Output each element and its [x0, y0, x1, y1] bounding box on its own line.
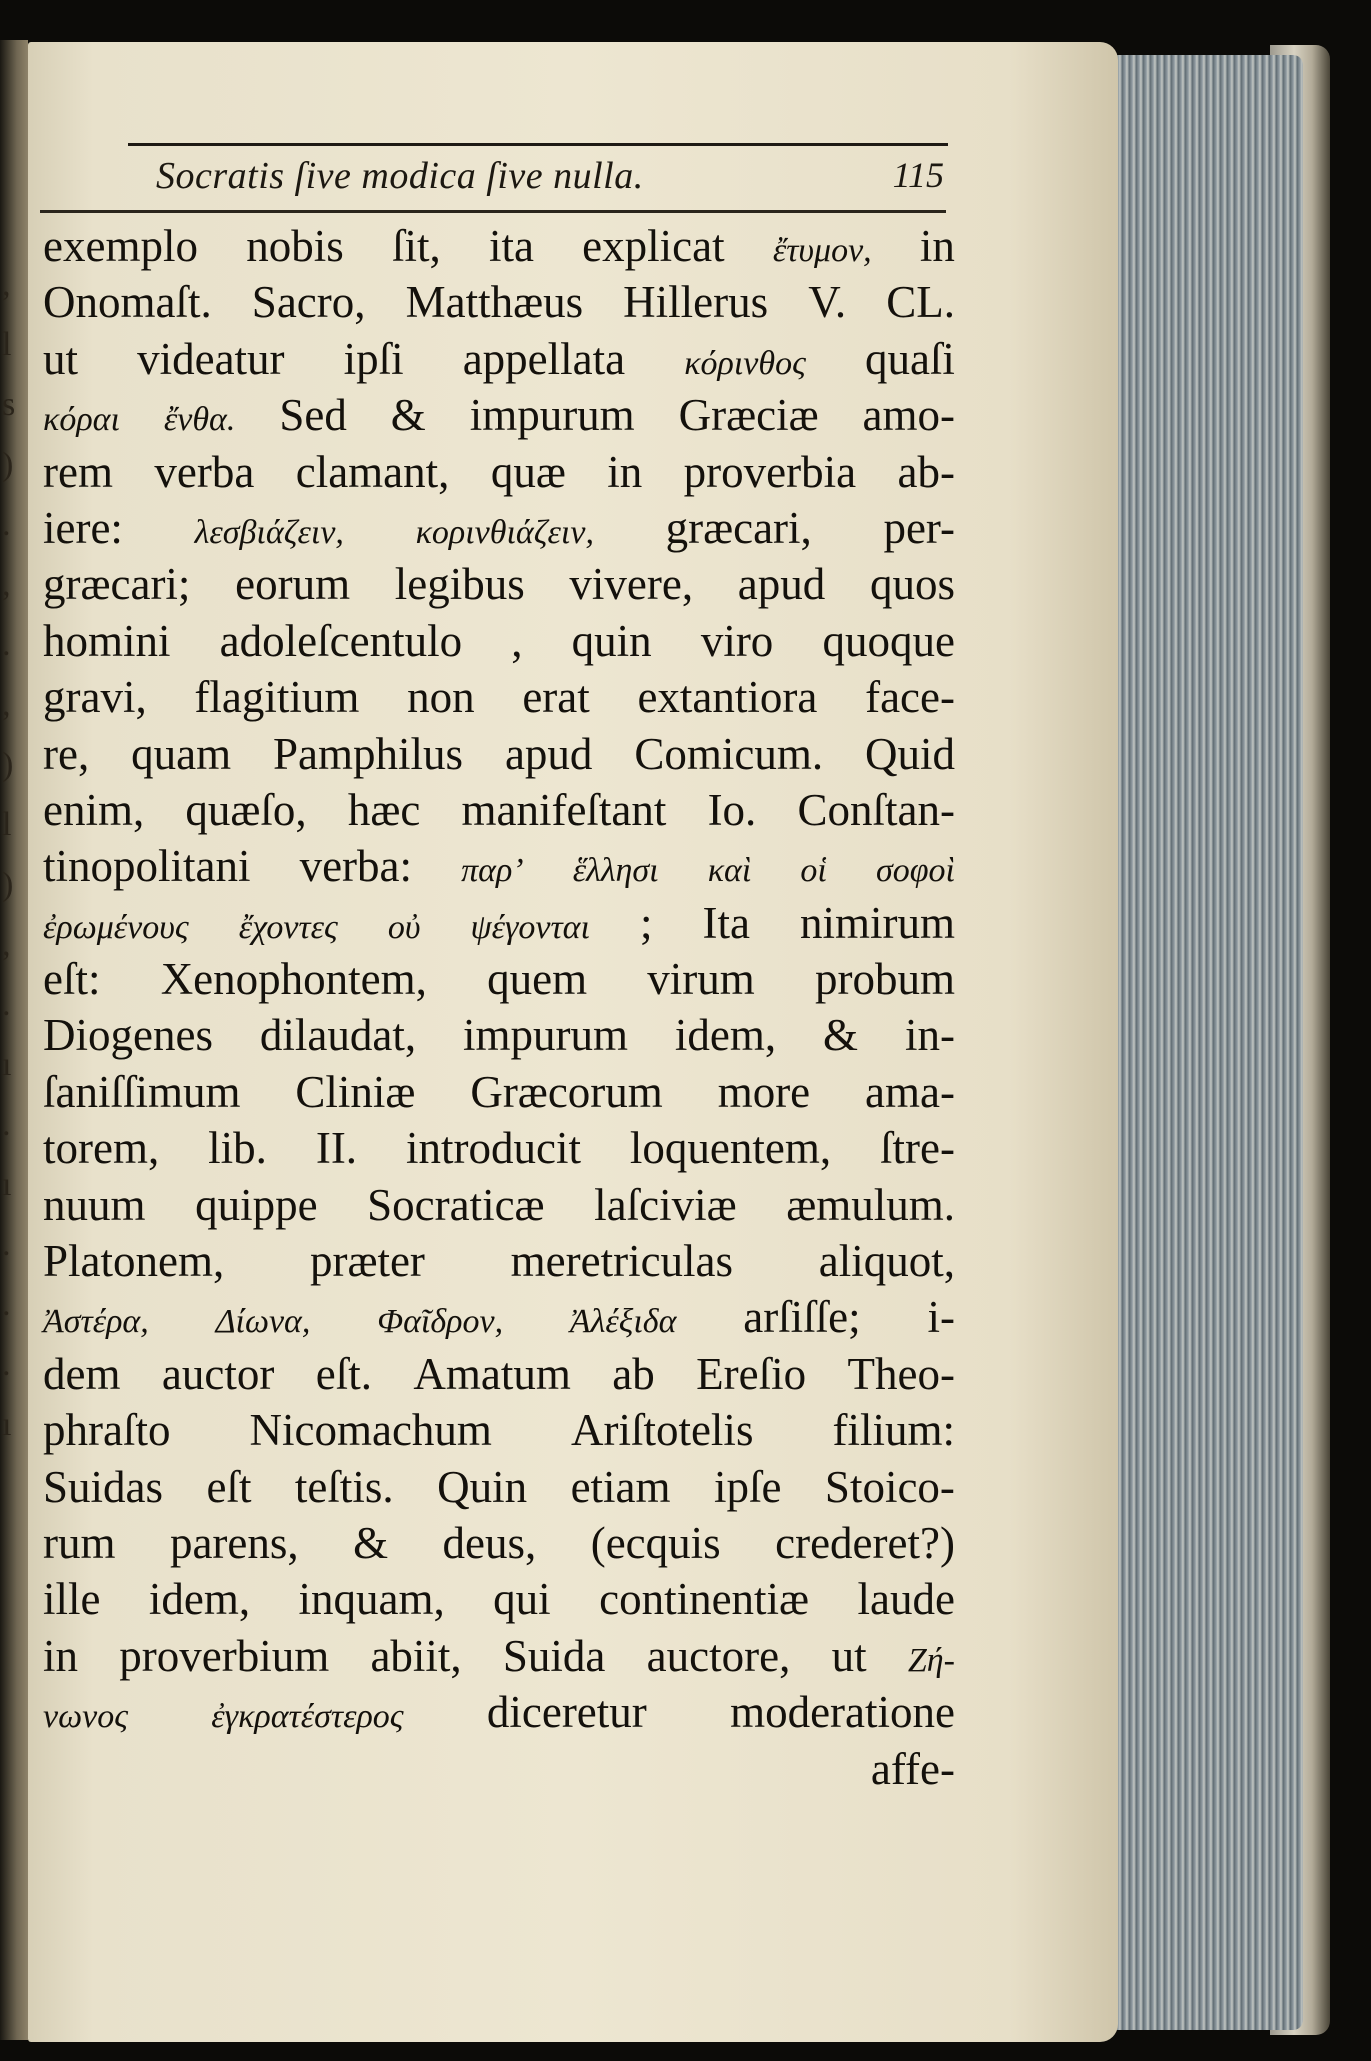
- word: σοφοὶ: [875, 852, 955, 890]
- word: flagitium: [194, 672, 360, 723]
- text-line: [43, 1686, 955, 1742]
- word: rem: [43, 446, 113, 497]
- word: idem,: [674, 1010, 777, 1061]
- margin-mark: s: [2, 386, 16, 423]
- margin-mark: .: [2, 1226, 11, 1263]
- word: rum: [43, 1517, 116, 1568]
- word: Δίωνα,: [215, 1303, 311, 1341]
- word: ἔνθα.: [163, 401, 236, 439]
- word: adoleſcentulo: [219, 615, 463, 666]
- word: Suidas: [43, 1461, 164, 1512]
- word: οὐ: [387, 908, 421, 946]
- word: quos: [869, 559, 955, 610]
- word: ipſi: [343, 333, 404, 384]
- word: viro: [700, 615, 774, 666]
- word: more: [717, 1066, 811, 1117]
- word: Ita: [702, 897, 750, 948]
- word: æmulum.: [786, 1179, 955, 1230]
- word: enim,: [43, 784, 145, 835]
- word: inquam,: [298, 1574, 445, 1625]
- word: per-: [883, 502, 955, 553]
- word: crederet?): [775, 1517, 955, 1568]
- word: Platonem,: [43, 1236, 225, 1287]
- running-header: [128, 152, 948, 204]
- word: torem,: [43, 1123, 160, 1174]
- margin-mark: .: [2, 626, 11, 663]
- margin-mark: ı: [2, 1166, 12, 1203]
- text-line: [43, 1743, 955, 1799]
- text-line: [43, 502, 955, 558]
- margin-mark: ,: [2, 566, 11, 603]
- word: ama-: [865, 1066, 955, 1117]
- word: iere:: [43, 502, 123, 553]
- word: ut: [43, 333, 79, 384]
- word: laſciviæ: [594, 1179, 737, 1230]
- word: extantiora: [637, 672, 818, 723]
- margin-mark: .: [2, 986, 11, 1023]
- word: legibus: [394, 559, 525, 610]
- text-line: [43, 446, 955, 502]
- word: quam: [131, 728, 232, 779]
- word: in-: [904, 1010, 955, 1061]
- word: hæc: [347, 784, 421, 835]
- word: Suida: [502, 1630, 606, 1681]
- word: impurum: [469, 390, 635, 441]
- margin-mark: ,: [2, 926, 11, 963]
- word: nimirum: [799, 897, 955, 948]
- text-line: [43, 840, 955, 896]
- text-line: [43, 784, 955, 840]
- text-line: [43, 615, 955, 671]
- margin-mark: .: [2, 1286, 11, 1323]
- word: Comicum.: [634, 728, 824, 779]
- word: in: [43, 1630, 79, 1681]
- body-text: [43, 220, 955, 1799]
- word: Ἀστέρα,: [43, 1303, 149, 1341]
- word: homini: [43, 615, 171, 666]
- word: Sed: [279, 390, 347, 441]
- text-line: [43, 1348, 955, 1404]
- word: eſt: [206, 1461, 252, 1512]
- word: amo-: [862, 390, 955, 441]
- word: Ereſio: [696, 1348, 807, 1399]
- word: continentiæ: [599, 1574, 810, 1625]
- word: dilaudat,: [259, 1010, 417, 1061]
- word: &: [390, 390, 426, 441]
- word: videatur: [137, 333, 285, 384]
- word: re,: [43, 728, 90, 779]
- word: gravi,: [43, 672, 147, 723]
- word: Cliniæ: [295, 1066, 416, 1117]
- word: i-: [927, 1292, 955, 1343]
- word: κόρινθος: [684, 344, 806, 382]
- word: nobis: [246, 221, 344, 271]
- word: ἔχοντες: [238, 908, 338, 946]
- word: affe-: [870, 1743, 955, 1794]
- margin-mark: ): [2, 866, 14, 903]
- word: filium:: [832, 1405, 955, 1456]
- word: II.: [315, 1123, 358, 1174]
- word: moderatione: [730, 1687, 955, 1738]
- word: νωνος: [43, 1698, 128, 1736]
- word: apud: [737, 559, 826, 610]
- word: eſt:: [43, 954, 101, 1005]
- text-line: [43, 220, 955, 276]
- word: auctor: [161, 1348, 275, 1399]
- word: Græcorum: [470, 1066, 663, 1117]
- word: Diogenes: [43, 1010, 213, 1061]
- word: Amatum: [413, 1348, 571, 1399]
- word: aliquot,: [818, 1236, 955, 1287]
- header-rule-bottom: [40, 210, 946, 213]
- word: etiam: [570, 1461, 671, 1512]
- word: ;: [639, 897, 653, 948]
- word: ſit,: [391, 221, 441, 271]
- page-number: 115: [892, 155, 944, 195]
- word: Xenophontem,: [160, 954, 427, 1005]
- word: verba:: [299, 841, 413, 892]
- word: qui: [493, 1574, 551, 1625]
- word: Hillerus: [623, 277, 769, 328]
- previous-page-margin-marks: [2, 255, 22, 1455]
- running-title: Socratis ſive modica ſive nulla.: [156, 155, 644, 197]
- margin-mark: l: [2, 806, 12, 843]
- text-line: [43, 558, 955, 614]
- word: Ζή-: [907, 1641, 955, 1679]
- word: Io.: [707, 784, 757, 835]
- word: exemplo: [43, 221, 198, 271]
- word: καὶ: [707, 852, 752, 890]
- text-line: [43, 389, 955, 445]
- word: Socraticæ: [367, 1179, 545, 1230]
- margin-mark: ,: [2, 686, 11, 723]
- word: &: [823, 1010, 859, 1061]
- word: eorum: [235, 559, 351, 610]
- text-line: [43, 1291, 955, 1347]
- previous-page-edge: [0, 40, 28, 2040]
- text-line: [43, 897, 955, 953]
- page-edges: [1108, 55, 1303, 2030]
- word: nuum: [43, 1179, 146, 1230]
- word: CL.: [886, 277, 955, 328]
- word: virum: [647, 954, 755, 1005]
- margin-mark: .: [2, 1346, 11, 1383]
- word: οἱ: [800, 852, 827, 890]
- word: Quin: [437, 1461, 528, 1512]
- word: ita: [488, 221, 534, 271]
- text-line: [43, 1122, 955, 1178]
- text-line: [43, 1235, 955, 1291]
- word: in: [607, 446, 643, 497]
- margin-mark: l: [2, 326, 12, 363]
- margin-mark: .: [2, 1106, 11, 1143]
- word: deus,: [442, 1517, 537, 1568]
- text-line: [43, 728, 955, 784]
- text-line: [43, 1517, 955, 1573]
- word: præter: [309, 1236, 425, 1287]
- word: ab: [612, 1348, 655, 1399]
- word: quem: [487, 954, 588, 1005]
- word: &: [353, 1517, 389, 1568]
- word: ut: [831, 1630, 867, 1681]
- margin-mark: ): [2, 446, 14, 483]
- word: dem: [43, 1348, 121, 1399]
- word: appellata: [462, 333, 626, 384]
- word: loquentem,: [629, 1123, 832, 1174]
- word: Onomaſt.: [43, 277, 212, 328]
- word: proverbia: [683, 446, 857, 497]
- word: Nicomachum: [249, 1405, 492, 1456]
- word: κορινθιάζειν,: [415, 513, 594, 551]
- word: face-: [865, 672, 955, 723]
- word: teſtis.: [294, 1461, 394, 1512]
- word: Sacro,: [251, 277, 366, 328]
- word: manifeſtant: [461, 784, 667, 835]
- word: apud: [504, 728, 593, 779]
- word: diceretur: [486, 1687, 647, 1738]
- word: arſiſſe;: [743, 1292, 861, 1343]
- word: laude: [857, 1574, 955, 1625]
- word: græcari;: [43, 559, 191, 610]
- word: quæſo,: [185, 784, 307, 835]
- text-line: [43, 1461, 955, 1517]
- word: tinopolitani: [43, 841, 251, 892]
- word: ἐρωμένους: [43, 908, 189, 946]
- word: introducit: [405, 1123, 581, 1174]
- word: quoque: [822, 615, 955, 666]
- word: impurum: [463, 1010, 628, 1061]
- word: quippe: [195, 1179, 318, 1230]
- word: non: [407, 672, 475, 723]
- word: Stoico-: [824, 1461, 955, 1512]
- word: quaſi: [864, 333, 955, 384]
- text-line: [43, 1573, 955, 1629]
- word: quin: [571, 615, 652, 666]
- word: ἕλλησι: [572, 852, 659, 890]
- word: ipſe: [713, 1461, 782, 1512]
- word: quæ: [490, 446, 566, 497]
- word: meretriculas: [510, 1236, 734, 1287]
- word: ab-: [897, 446, 955, 497]
- word: ἔτυμον,: [772, 232, 872, 269]
- word: Quid: [865, 728, 955, 779]
- word: græcari,: [665, 502, 812, 553]
- word: lib.: [208, 1123, 267, 1174]
- word: Ariſtotelis: [570, 1405, 754, 1456]
- word: idem,: [148, 1574, 251, 1625]
- word: ἐγκρατέστερος: [211, 1698, 404, 1736]
- word: auctore,: [646, 1630, 791, 1681]
- word: Græciæ: [678, 390, 819, 441]
- word: in: [919, 221, 955, 271]
- word: parens,: [169, 1517, 299, 1568]
- word: ,: [511, 615, 523, 666]
- text-line: [43, 953, 955, 1009]
- margin-mark: .: [2, 506, 11, 543]
- word: explicat: [582, 221, 725, 271]
- word: Pamphilus: [273, 728, 464, 779]
- text-line: [43, 1179, 955, 1235]
- word: λεσβιάζειν,: [194, 513, 344, 551]
- word: abiit,: [370, 1630, 462, 1681]
- word: probum: [814, 954, 955, 1005]
- word: clamant,: [295, 446, 450, 497]
- word: eſt.: [315, 1348, 372, 1399]
- word: παρ’: [461, 852, 524, 890]
- word: Φαῖδρον,: [377, 1303, 504, 1341]
- text-line: [43, 276, 955, 332]
- margin-mark: ı: [2, 1406, 12, 1443]
- word: ſaniſſimum: [43, 1066, 241, 1117]
- word: κόραι: [43, 401, 120, 439]
- word: ψέγονται: [470, 908, 590, 946]
- text-line: [43, 1066, 955, 1122]
- text-line: [43, 671, 955, 727]
- word: Matthæus: [405, 277, 584, 328]
- word: phraſto: [43, 1405, 171, 1456]
- word: ille: [43, 1574, 101, 1625]
- word: erat: [522, 672, 590, 723]
- word: proverbium: [119, 1630, 330, 1681]
- margin-mark: ): [2, 746, 14, 783]
- text-line: [43, 1630, 955, 1686]
- margin-mark: ı: [2, 1046, 12, 1083]
- text-line: [43, 1009, 955, 1065]
- word: Conſtan-: [797, 784, 955, 835]
- text-line: [43, 333, 955, 389]
- word: Theo-: [847, 1348, 955, 1399]
- word: ſtre-: [880, 1123, 955, 1174]
- word: (ecquis: [590, 1517, 721, 1568]
- header-rule-top: [128, 143, 948, 146]
- word: Ἀλέξιδα: [569, 1303, 677, 1341]
- word: V.: [808, 277, 847, 328]
- word: vivere,: [569, 559, 694, 610]
- word: verba: [154, 446, 255, 497]
- margin-mark: ,: [2, 266, 11, 303]
- text-line: [43, 1404, 955, 1460]
